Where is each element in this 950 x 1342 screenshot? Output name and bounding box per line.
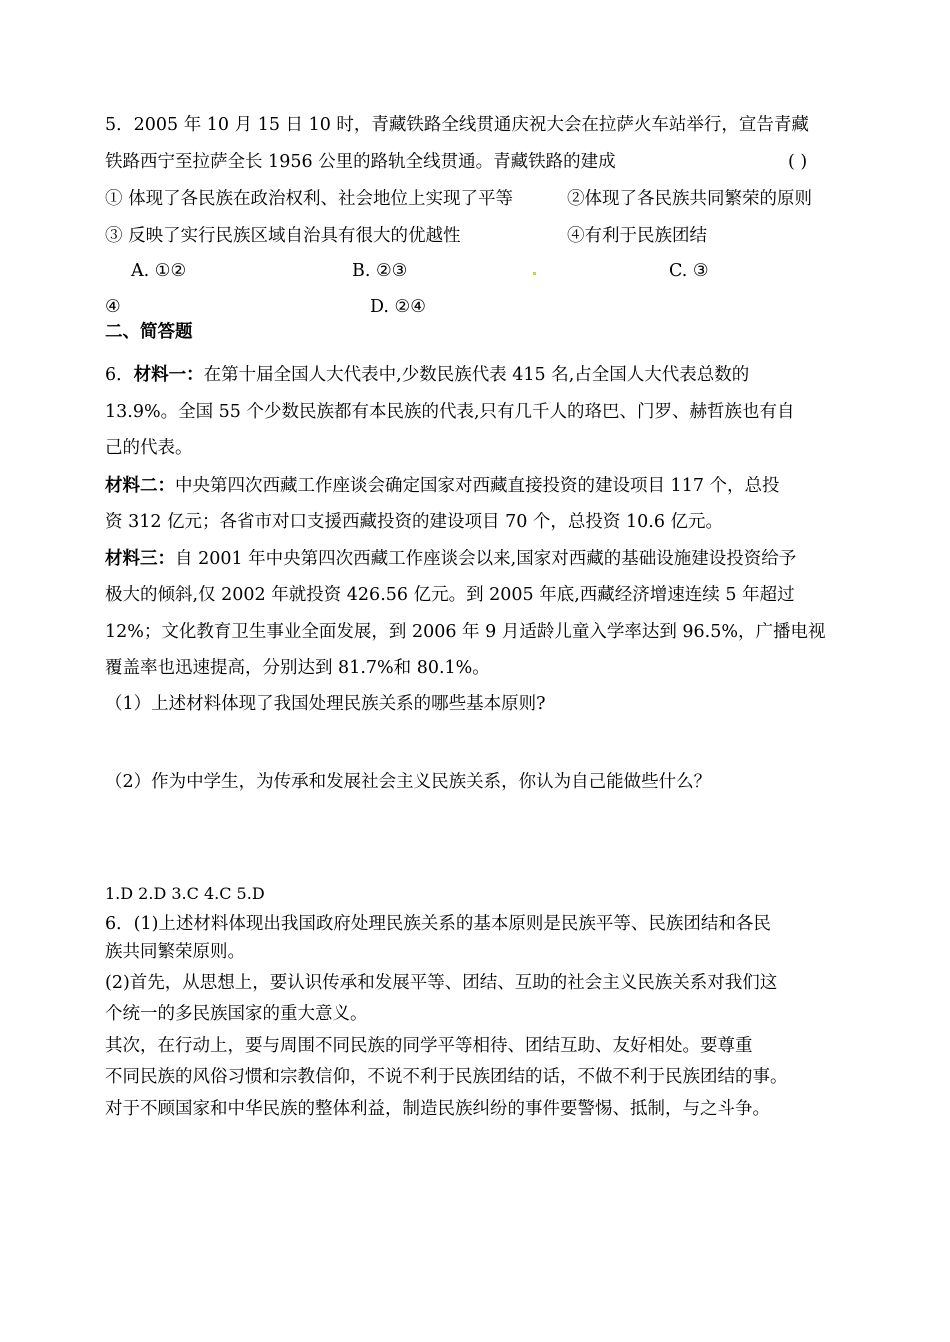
answer-6-line-3: (2)首先，从思想上，要认识传承和发展平等、团结、互助的社会主义民族关系对我们这 bbox=[105, 973, 778, 993]
q5-answer-parentheses: ( ) bbox=[788, 152, 808, 172]
q6-material-1-text: 在第十届全国人大代表中,少数民族代表 415 名,占全国人大代表总数的 bbox=[203, 365, 750, 385]
q6-sub-question-1: （1）上述材料体现了我国处理民族关系的哪些基本原则? bbox=[105, 694, 546, 714]
q6-material-3-label: 材料三： bbox=[105, 549, 175, 569]
scan-speck bbox=[533, 272, 536, 275]
answer-6-line-5: 其次，在行动上，要与周围不同民族的同学平等相待、团结互助、友好相处。要尊重 bbox=[105, 1036, 753, 1056]
q6-material-2-line-2: 资 312 亿元；各省市对口支援西藏投资的建设项目 70 个，总投资 10.6 亿元。 bbox=[105, 512, 724, 532]
answer-6-line-7: 对于不顾国家和中华民族的整体利益，制造民族纠纷的事件要警惕、抵制，与之斗争。 bbox=[105, 1099, 770, 1119]
section-heading: 二、简答题 bbox=[105, 322, 193, 342]
q5-choice-c: C. ③ bbox=[669, 261, 709, 281]
q5-option-1: ① 体现了各民族在政治权利、社会地位上实现了平等 bbox=[105, 189, 514, 209]
answer-6-line-2: 族共同繁荣原则。 bbox=[105, 942, 245, 962]
q5-stem-line-1: 5．2005 年 10 月 15 日 10 时，青藏铁路全线贯通庆祝大会在拉萨火车站举行，宣告青藏 bbox=[105, 115, 809, 135]
q5-option-2: ②体现了各民族共同繁荣的原则 bbox=[567, 189, 812, 209]
q6-material-1-label: 材料一： bbox=[133, 365, 204, 385]
answer-key-choices: 1.D 2.D 3.C 4.C 5.D bbox=[105, 884, 265, 903]
q5-stem-line-2: 铁路西宁至拉萨全长 1956 公里的路轨全线贯通。青藏铁路的建成 bbox=[105, 152, 616, 172]
answer-6-line-4: 个统一的多民族国家的重大意义。 bbox=[105, 1004, 368, 1024]
q6-material-3-line-2: 极大的倾斜,仅 2002 年就投资 426.56 亿元。到 2005 年底,西藏经济增速连续 5 年超过 bbox=[105, 585, 795, 605]
q6-material-3-line-1 bbox=[105, 547, 796, 571]
q6-material-1-line-2: 13.9%。全国 55 个少数民族都有本民族的代表,只有几千人的珞巴、门罗、赫哲族也有自 bbox=[105, 402, 795, 422]
q5-choice-c-continued: ④ bbox=[105, 297, 121, 317]
answer-6-line-1: 6．(1)上述材料体现出我国政府处理民族关系的基本原则是民族平等、民族团结和各民 bbox=[105, 914, 771, 934]
answer-6-line-6: 不同民族的风俗习惯和宗教信仰，不说不利于民族团结的话，不做不利于民族团结的事。 bbox=[105, 1067, 788, 1087]
q6-number: 6． bbox=[105, 365, 134, 385]
q6-material-2-text: 中央第四次西藏工作座谈会确定国家对西藏直接投资的建设项目 117 个，总投 bbox=[175, 476, 780, 496]
q6-material-3-line-3: 12%；文化教育卫生事业全面发展，到 2006 年 9 月适龄儿童入学率达到 96.5%，广播电视 bbox=[105, 622, 826, 642]
q5-choice-a: A. ①② bbox=[131, 261, 187, 281]
q6-material-1-line-1 bbox=[105, 363, 749, 387]
q6-material-1-line-3: 己的代表。 bbox=[105, 438, 193, 458]
q5-option-4: ④有利于民族团结 bbox=[567, 226, 707, 246]
q6-material-2-label: 材料二： bbox=[105, 476, 175, 496]
q5-choice-d: D. ②④ bbox=[370, 297, 426, 317]
q6-material-3-text: 自 2001 年中央第四次西藏工作座谈会以来,国家对西藏的基础设施建设投资给予 bbox=[175, 549, 797, 569]
q6-material-3-line-4: 覆盖率也迅速提高，分别达到 81.7%和 80.1%。 bbox=[105, 658, 490, 678]
q5-option-3: ③ 反映了实行民族区域自治具有很大的优越性 bbox=[105, 226, 461, 246]
q6-sub-question-2: （2）作为中学生，为传承和发展社会主义民族关系，你认为自己能做些什么？ bbox=[105, 772, 712, 792]
q6-material-2-line-1 bbox=[105, 474, 780, 498]
q5-choice-b: B. ②③ bbox=[352, 261, 408, 281]
